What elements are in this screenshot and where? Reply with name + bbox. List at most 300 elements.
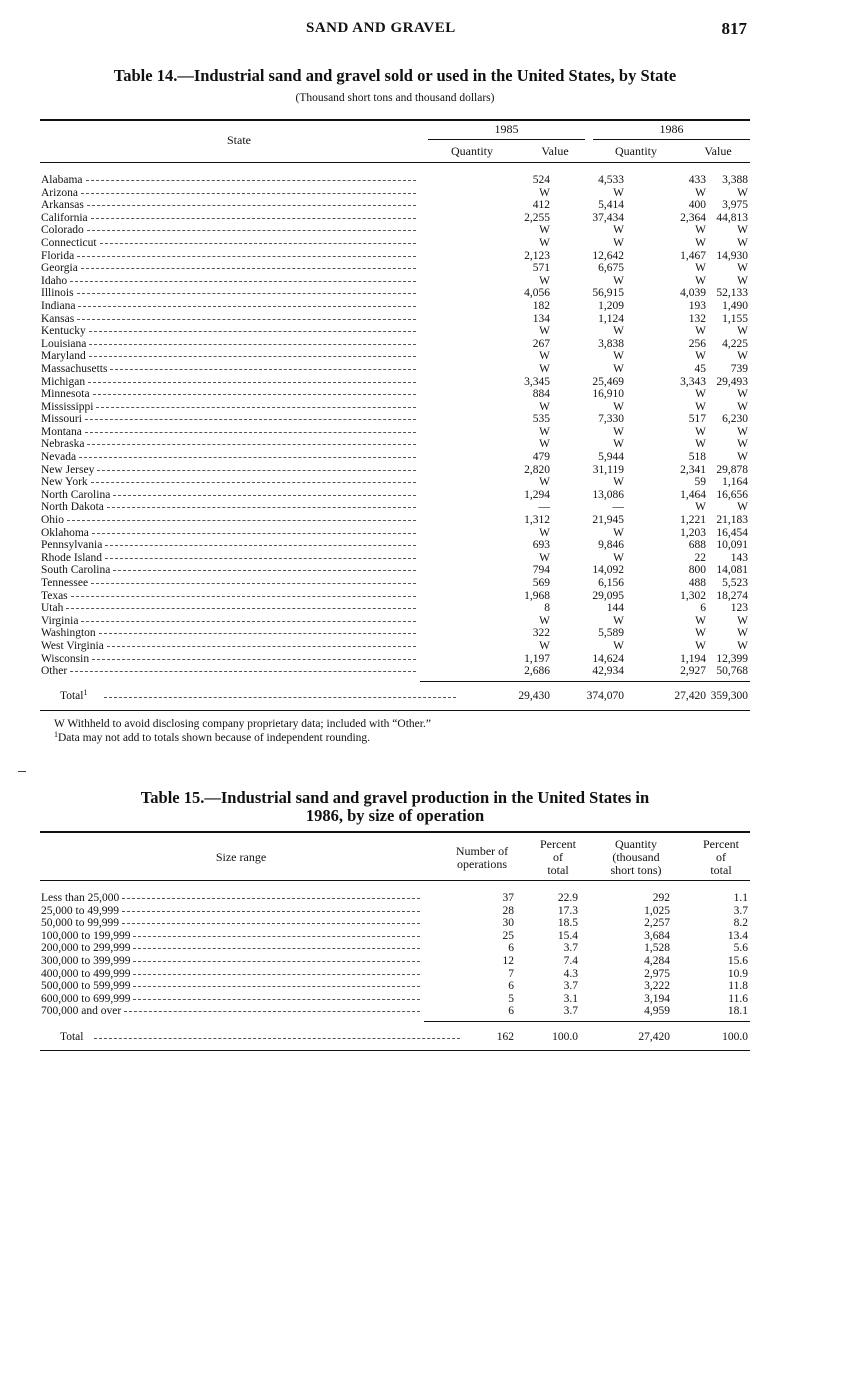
- table15-header-thousand: (thousand: [612, 850, 660, 864]
- table14-body: [40, 174, 750, 678]
- table15-cell-pct_qty: 1.1: [733, 892, 748, 904]
- table14-row-leader: [85, 432, 416, 433]
- table14-row-leader: [89, 344, 416, 345]
- table14-cell-v85: 12,642: [592, 249, 624, 262]
- table14-row: [40, 413, 750, 426]
- table14-row-label: California: [41, 211, 88, 224]
- table14-row: [40, 514, 750, 527]
- table15-cell-ops: 28: [502, 904, 514, 917]
- table15-body: [40, 892, 750, 1018]
- table14-cell-v85: 6,675: [598, 262, 624, 275]
- table15-total-leader: [94, 1038, 460, 1039]
- table15-cell-ops: 37: [502, 892, 514, 904]
- table15-row-label: 600,000 to 699,999: [41, 992, 131, 1005]
- table14-cell-v86: W: [737, 425, 748, 438]
- table14-row: [40, 438, 750, 451]
- table14-cell-v85: 37,434: [592, 211, 624, 224]
- table14-cell-v86: W: [737, 262, 748, 275]
- table14-row: [40, 350, 750, 363]
- table14-cell-v86: 10,091: [716, 539, 748, 552]
- table14-row-label: Maryland: [41, 350, 86, 363]
- table14-row-leader: [91, 583, 416, 584]
- table15-cell-pct_ops: 18.5: [557, 917, 578, 930]
- table14-cell-v85: 5,944: [598, 451, 624, 464]
- table14-cell-q85: W: [539, 614, 550, 627]
- table15-cell-ops: 5: [508, 992, 514, 1005]
- table14-cell-v85: W: [613, 639, 624, 652]
- table14-cell-q85: 884: [532, 388, 550, 401]
- table14-cell-q86: W: [695, 274, 706, 287]
- table15-total-rule: [424, 1021, 750, 1022]
- table15-cell-qty: 292: [652, 892, 670, 904]
- table14-cell-v86: W: [737, 186, 748, 199]
- table14-cell-q86: W: [695, 400, 706, 413]
- table15-cell-ops: 7: [508, 967, 514, 980]
- table14-row: [40, 489, 750, 502]
- table14-row-leader: [81, 621, 416, 622]
- table14-row-leader: [79, 457, 416, 458]
- table14-row-leader: [89, 356, 416, 357]
- table14-row-label: Oklahoma: [41, 526, 89, 539]
- table14-row: [40, 552, 750, 565]
- table15-header-total1: total: [547, 863, 569, 877]
- table14-row-label: Washington: [41, 627, 96, 640]
- table14-cell-v86: W: [737, 451, 748, 464]
- table15-cell-pct_qty: 10.9: [727, 967, 748, 980]
- table14-row-leader: [110, 369, 416, 370]
- table15-row-label: 700,000 and over: [41, 1005, 122, 1018]
- table15-row-leader: [133, 961, 420, 962]
- table14-row-label: South Carolina: [41, 564, 111, 577]
- table14-row: [40, 262, 750, 275]
- table15-title-line1: Table 15.—Industrial sand and gravel production in the United States in: [140, 788, 650, 807]
- table14-cell-v86: 3,388: [722, 174, 748, 186]
- table14-cell-q85: 8: [544, 602, 550, 615]
- table14-cell-q85: 569: [532, 577, 550, 589]
- table14-total-label: [60, 689, 87, 703]
- table14-row: [40, 313, 750, 326]
- table15-cell-ops: 12: [502, 954, 514, 967]
- table14-row: [40, 501, 750, 514]
- table15-header-percent1: Percent: [540, 837, 576, 851]
- table14-total-q85: 29,430: [518, 690, 550, 702]
- table15-total-qty: 27,420: [638, 1031, 670, 1043]
- table15-cell-pct_ops: 17.3: [557, 904, 578, 917]
- table15-cell-ops: 6: [508, 1005, 514, 1018]
- table15-cell-pct_qty: 11.8: [728, 980, 748, 993]
- table14-cell-q85: 2,123: [524, 249, 550, 262]
- table15-row: [40, 905, 750, 918]
- table15-header-bottom-rule: [40, 880, 750, 881]
- table14-row-label: Montana: [41, 425, 82, 438]
- table14-cell-v86: W: [737, 350, 748, 363]
- table15-cell-pct_ops: 3.7: [563, 980, 578, 993]
- table14-row-label: Indiana: [41, 299, 76, 312]
- table14-cell-v85: W: [613, 551, 624, 564]
- table14-cell-v85: W: [613, 224, 624, 237]
- table14-row-label: Minnesota: [41, 388, 90, 401]
- table14-row-leader: [92, 659, 416, 660]
- table14-row: [40, 300, 750, 313]
- table14-notes: [54, 717, 431, 745]
- table14-cell-v86: 44,813: [716, 211, 748, 224]
- table14-header-1985: 1985: [494, 122, 519, 136]
- table15-cell-qty: 3,222: [644, 980, 670, 993]
- table14-row-label: New Jersey: [41, 463, 95, 476]
- table15-row-leader: [133, 974, 420, 975]
- table14-cell-q86: 1,221: [680, 514, 706, 527]
- table14-cell-v85: W: [613, 526, 624, 539]
- table14-row-label: Alabama: [41, 174, 83, 186]
- table15-row: [40, 942, 750, 955]
- table15-cell-pct_qty: 15.6: [727, 954, 748, 967]
- table15-header-of1: of: [553, 850, 563, 864]
- table14-row-leader: [86, 180, 416, 181]
- table14-row-leader: [113, 570, 416, 571]
- table14-cell-q86: 2,927: [680, 665, 706, 678]
- table14-row-label: Rhode Island: [41, 551, 103, 564]
- table14-cell-v86: 1,164: [722, 476, 748, 489]
- table14-row: [40, 212, 750, 225]
- table14-cell-q85: 1,968: [524, 589, 550, 602]
- table15-cell-qty: 4,959: [644, 1005, 670, 1018]
- table14-cell-q85: W: [539, 325, 550, 338]
- table14-cell-v85: 5,589: [598, 627, 624, 640]
- table14-row: [40, 325, 750, 338]
- stray-mark: [18, 771, 26, 772]
- table14-1986-rule: [593, 139, 750, 140]
- table14-row-label: Texas: [41, 589, 68, 602]
- table14-cell-q85: 794: [532, 564, 550, 577]
- table14-row-leader: [81, 193, 416, 194]
- table14-cell-q85: 1,312: [524, 514, 550, 527]
- table14-cell-v85: 144: [606, 602, 624, 615]
- table14-1985-rule: [428, 139, 585, 140]
- table15-row-label: 100,000 to 199,999: [41, 929, 131, 942]
- table14-row: [40, 363, 750, 376]
- table14-total-row: [40, 689, 750, 703]
- table14-cell-q85: 535: [532, 413, 550, 426]
- table14-row: [40, 376, 750, 389]
- table14-note-rounding-text: Data may not add to totals shown because of independent rounding.: [58, 732, 371, 744]
- table14-row-label: New York: [41, 476, 88, 489]
- table14-cell-q86: 132: [688, 312, 706, 325]
- table15-title-line2: 1986, by size of operation: [305, 806, 485, 825]
- table14-cell-v85: W: [613, 362, 624, 375]
- table14-cell-v85: W: [613, 186, 624, 199]
- table14-cell-v85: 4,533: [598, 174, 624, 186]
- table14-row-leader: [85, 419, 416, 420]
- table14-row: [40, 388, 750, 401]
- table14-cell-q86: 518: [688, 451, 706, 464]
- table14-row-label: North Carolina: [41, 488, 111, 501]
- table14-cell-q86: 6: [700, 602, 706, 615]
- table14-row-leader: [92, 533, 416, 534]
- table14-row: [40, 476, 750, 489]
- table14-cell-q86: W: [695, 262, 706, 275]
- table14-row-label: Idaho: [41, 274, 68, 287]
- table14-cell-q86: 488: [688, 577, 706, 589]
- table15-row-label: Less than 25,000: [41, 892, 120, 904]
- table14-cell-q86: 1,467: [680, 249, 706, 262]
- table14-cell-v86: 16,656: [716, 488, 748, 501]
- table14-cell-v86: 52,133: [716, 287, 748, 300]
- table14-row-leader: [66, 608, 416, 609]
- table15-row: [40, 917, 750, 930]
- table14-row-leader: [105, 545, 416, 546]
- table14-row-leader: [100, 243, 416, 244]
- table15-cell-pct_qty: 5.6: [733, 942, 748, 955]
- table14-row-leader: [67, 520, 416, 521]
- table14-row-label: Connecticut: [41, 236, 97, 249]
- table14-header-bottom-rule: [40, 162, 750, 163]
- table14-cell-v86: 21,183: [716, 514, 748, 527]
- table14-cell-q86: 688: [688, 539, 706, 552]
- table14-row-label: North Dakota: [41, 501, 104, 514]
- table15-cell-pct_ops: 3.7: [563, 1005, 578, 1018]
- table14-cell-q85: 267: [532, 337, 550, 350]
- table14-row: [40, 539, 750, 552]
- table14-row-label: Nebraska: [41, 438, 85, 451]
- table14-row: [40, 464, 750, 477]
- table14-cell-v85: 56,915: [592, 287, 624, 300]
- table14-row-leader: [70, 281, 416, 282]
- table14-cell-q86: 517: [688, 413, 706, 426]
- table14-cell-q86: 2,341: [680, 463, 706, 476]
- table14-cell-v85: 1,209: [598, 299, 624, 312]
- table14-cell-q85: W: [539, 236, 550, 249]
- table14-cell-q86: W: [695, 501, 706, 514]
- table15-row-label: 25,000 to 49,999: [41, 904, 119, 917]
- table14-cell-q85: 2,820: [524, 463, 550, 476]
- table14-row-label: Kansas: [41, 312, 75, 325]
- table15-row: [40, 993, 750, 1006]
- table14-cell-v85: 13,086: [592, 488, 624, 501]
- table15-cell-qty: 2,975: [644, 967, 670, 980]
- table14-row-label: Massachusetts: [41, 362, 108, 375]
- table14-cell-q85: W: [539, 186, 550, 199]
- table14-cell-v85: 14,092: [592, 564, 624, 577]
- table14-cell-v85: W: [613, 236, 624, 249]
- table14-cell-v86: W: [737, 274, 748, 287]
- table15-row: [40, 892, 750, 905]
- running-title: SAND AND GRAVEL: [306, 20, 456, 36]
- table14-cell-q86: W: [695, 236, 706, 249]
- table14-cell-q86: W: [695, 325, 706, 338]
- table14-row-leader: [96, 407, 416, 408]
- table14-row-leader: [78, 306, 416, 307]
- table14-row-leader: [70, 671, 416, 672]
- table14-row: [40, 665, 750, 678]
- table14-row: [40, 250, 750, 263]
- table15-header-percent2: Percent: [703, 837, 739, 851]
- running-head: [0, 20, 853, 42]
- table15-row-leader: [122, 923, 420, 924]
- table15-row: [40, 968, 750, 981]
- table14-row-leader: [105, 558, 416, 559]
- table14-row-leader: [87, 205, 416, 206]
- table14-cell-v86: 14,930: [716, 249, 748, 262]
- table14-cell-q85: 134: [532, 312, 550, 325]
- table15-row: [40, 1005, 750, 1018]
- table14-row: [40, 564, 750, 577]
- table14-cell-q86: 1,464: [680, 488, 706, 501]
- table14-cell-q86: 4,039: [680, 287, 706, 300]
- table14-cell-q86: W: [695, 425, 706, 438]
- table14-cell-q86: 2,364: [680, 211, 706, 224]
- table14-cell-v86: 16,454: [716, 526, 748, 539]
- table15-row-leader: [133, 948, 420, 949]
- table14-cell-q85: W: [539, 350, 550, 363]
- table14-cell-v86: 739: [730, 362, 748, 375]
- table15-row: [40, 980, 750, 993]
- table14-cell-v85: W: [613, 476, 624, 489]
- table15-top-rule: [40, 831, 750, 833]
- table14-row-leader: [97, 470, 416, 471]
- table14-cell-v85: 21,945: [592, 514, 624, 527]
- table14-row-label: Utah: [41, 602, 64, 615]
- table15-row-leader: [133, 986, 420, 987]
- table14-note-rounding-mark: 1: [54, 730, 58, 739]
- table15-cell-qty: 2,257: [644, 917, 670, 930]
- table15-cell-ops: 25: [502, 929, 514, 942]
- table14-cell-v86: W: [737, 639, 748, 652]
- table14-cell-v85: 6,156: [598, 577, 624, 589]
- table14-cell-q86: 1,302: [680, 589, 706, 602]
- table14-cell-q86: 1,194: [680, 652, 706, 665]
- table14-cell-v86: W: [737, 325, 748, 338]
- table14-cell-q86: W: [695, 186, 706, 199]
- table14-cell-v86: 143: [730, 551, 748, 564]
- table15-row-label: 500,000 to 599,999: [41, 980, 131, 993]
- table14-cell-v86: 1,490: [722, 299, 748, 312]
- table14-cell-v86: 29,878: [716, 463, 748, 476]
- table14-cell-q85: 412: [532, 199, 550, 212]
- table14-cell-q86: 45: [694, 362, 706, 375]
- table14-cell-q86: 1,203: [680, 526, 706, 539]
- table15-total-label: Total: [60, 1031, 84, 1043]
- table14-cell-q86: 3,343: [680, 375, 706, 388]
- table14-total-footnote-mark: 1: [83, 688, 88, 697]
- table14-cell-v86: 1,155: [722, 312, 748, 325]
- table15-cell-qty: 4,284: [644, 954, 670, 967]
- table14-cell-q85: W: [539, 526, 550, 539]
- table15-cell-ops: 6: [508, 942, 514, 955]
- table14-cell-q85: W: [539, 400, 550, 413]
- table14-cell-q86: 22: [694, 551, 706, 564]
- table15-header-quantity: Quantity: [615, 837, 657, 851]
- table14-row-label: West Virginia: [41, 639, 104, 652]
- table14-total-leader: [104, 697, 456, 698]
- table14-row: [40, 640, 750, 653]
- table15-row-leader: [124, 1011, 420, 1012]
- table15-header-short-tons: short tons): [610, 863, 662, 877]
- table14-row-label: Arkansas: [41, 199, 84, 212]
- table15-cell-pct_ops: 15.4: [557, 929, 578, 942]
- table14-cell-v86: W: [737, 400, 748, 413]
- table14-cell-v85: 16,910: [592, 388, 624, 401]
- table14-row-label: Mississippi: [41, 400, 94, 413]
- table14-cell-v86: W: [737, 614, 748, 627]
- table15-row-label: 50,000 to 99,999: [41, 917, 119, 930]
- table14-row-label: Tennessee: [41, 577, 89, 589]
- table14-cell-v85: 1,124: [598, 312, 624, 325]
- table15-cell-pct_ops: 7.4: [563, 954, 578, 967]
- table14-row-label: Arizona: [41, 186, 79, 199]
- table14-row: [40, 187, 750, 200]
- table14-cell-q85: 182: [532, 299, 550, 312]
- table14-row-label: Florida: [41, 249, 75, 262]
- table15-header-of2: of: [716, 850, 726, 864]
- table15-row-leader: [133, 999, 420, 1000]
- table15-cell-qty: 3,684: [644, 929, 670, 942]
- table14-row-label: Missouri: [41, 413, 82, 426]
- table14-row-label: Pennsylvania: [41, 539, 103, 552]
- table14-cell-v86: 123: [730, 602, 748, 615]
- table15-cell-pct_ops: 4.3: [563, 967, 578, 980]
- table14-cell-v86: W: [737, 438, 748, 451]
- table14-cell-q85: 3,345: [524, 375, 550, 388]
- table14-cell-v86: 50,768: [716, 665, 748, 678]
- table14-cell-q85: —: [538, 501, 550, 514]
- table14-cell-q86: 800: [688, 564, 706, 577]
- table14-cell-q86: W: [695, 224, 706, 237]
- table14-row: [40, 338, 750, 351]
- table14-cell-v85: W: [613, 350, 624, 363]
- table14-cell-v86: 4,225: [722, 337, 748, 350]
- table15-total-pct-ops: 100.0: [552, 1031, 578, 1043]
- table14-cell-v85: 14,624: [592, 652, 624, 665]
- table14-cell-v85: W: [613, 614, 624, 627]
- table14-cell-q85: W: [539, 476, 550, 489]
- table14-row-leader: [91, 482, 416, 483]
- table15-header-total2: total: [710, 863, 732, 877]
- table14-cell-q86: 433: [688, 174, 706, 186]
- table14-cell-v86: 6,230: [722, 413, 748, 426]
- table14-cell-v86: 29,493: [716, 375, 748, 388]
- table15-cell-pct_ops: 3.7: [563, 942, 578, 955]
- table15-cell-qty: 1,528: [644, 942, 670, 955]
- table15-row-leader: [122, 898, 420, 899]
- table15-cell-pct_qty: 3.7: [733, 904, 748, 917]
- table14-cell-v85: —: [612, 501, 624, 514]
- table14-header-value-1985: Value: [541, 144, 569, 158]
- table14-row: [40, 174, 750, 187]
- table14-cell-v86: 14,081: [716, 564, 748, 577]
- table14-row-label: Louisiana: [41, 337, 87, 350]
- table14-cell-v86: W: [737, 501, 748, 514]
- table14-row: [40, 401, 750, 414]
- table14-cell-q86: W: [695, 627, 706, 640]
- table14-row-leader: [87, 444, 416, 445]
- table14-cell-v85: 29,095: [592, 589, 624, 602]
- table15-header-size-range: Size range: [215, 850, 267, 864]
- table14-cell-v86: 12,399: [716, 652, 748, 665]
- table14-cell-v85: 9,846: [598, 539, 624, 552]
- table15-cell-pct_ops: 22.9: [557, 892, 578, 904]
- table15-row: [40, 930, 750, 943]
- table15-cell-pct_qty: 11.6: [728, 992, 748, 1005]
- table14-cell-q85: W: [539, 438, 550, 451]
- table14-total-text: Total: [60, 690, 84, 702]
- table14-row-leader: [71, 596, 416, 597]
- table14-header-state: State: [227, 133, 251, 147]
- table14-cell-v85: 25,469: [592, 375, 624, 388]
- table14-cell-q86: W: [695, 438, 706, 451]
- table14-row: [40, 590, 750, 603]
- table14-row-leader: [87, 230, 416, 231]
- table14-row-label: Nevada: [41, 451, 77, 464]
